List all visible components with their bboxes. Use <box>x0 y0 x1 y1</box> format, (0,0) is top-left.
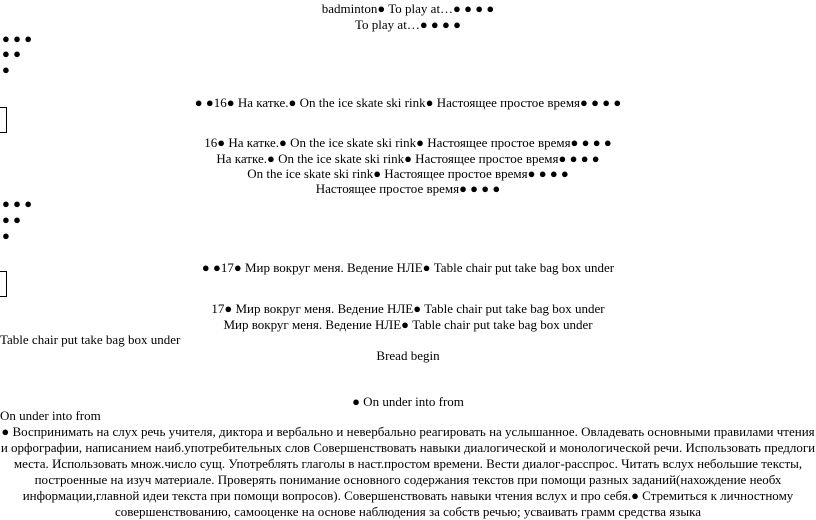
line-16-c: On the ice skate ski rink● Настоящее простое время● ● ● ● <box>247 166 569 181</box>
frame-edge <box>0 271 7 297</box>
line-badminton: badminton● To play at…● ● ● ● <box>321 1 495 16</box>
line-17-b: Мир вокруг меня. Ведение НЛЕ● Table chair put take bag box under <box>223 317 593 332</box>
frame-edge <box>0 107 7 133</box>
heading-17: ● ●17● Мир вокруг меня. Ведение НЛЕ● Table chair put take bag box under <box>201 260 615 275</box>
line-17-c: Table chair put take bag box under <box>0 332 181 347</box>
bullet-dots: ● <box>2 62 10 77</box>
bullet-dots: ● <box>2 228 10 243</box>
bullet-dots: ● ● <box>2 46 21 61</box>
prepositions-centered: ● On under into from <box>352 394 464 409</box>
line-16-b: На катке.● On the ice skate ski rink● Настоящее простое время● ● ● ● <box>216 151 600 166</box>
line-16-a: 16● На катке.● On the ice skate ski rink● Настоящее простое время● ● ● ● <box>204 135 612 150</box>
prepositions-left: On under into from <box>0 408 101 423</box>
line-bread-begin: Bread begin <box>376 348 440 363</box>
line-17-a: 17● Мир вокруг меня. Ведение НЛЕ● Table chair put take bag box under <box>211 301 605 316</box>
objectives-paragraph: ● Воспринимать на слух речь учителя, диктора и вербально и невербально реагировать на услышанное. Овладевать основными правилами чтения и орфографии, написанием наиб.употребительных слов Совершенствовать навыки диалогической и монологической речи. Использовать предлоги места. Использовать множ.число сущ. Употреблять глаголы в наст.простом времени. Вести диалог-расспрос. Читать вслух небольшие тексты, построенные на изуч материале. Проверять понимание основного содержания текстов при помощи разных заданий(нахождение необх информации,главной идеи текста при помощи вопросов). Совершенствовать навыки чтения вслух и про себя.● Стремиться к личностному совершенствованию, самооценке на основе наблюдения за собств речью; усваивать грамм средства языка <box>0 424 816 519</box>
bullet-dots: ● ● ● <box>2 196 33 211</box>
bullet-dots: ● ● <box>2 212 21 227</box>
line-16-d: Настоящее простое время● ● ● ● <box>315 181 501 196</box>
bullet-dots: ● ● ● <box>2 31 33 46</box>
line-to-play-at: To play at…● ● ● ● <box>355 17 461 32</box>
heading-16: ● ●16● На катке.● On the ice skate ski rink● Настоящее простое время● ● ● ● <box>194 95 622 110</box>
